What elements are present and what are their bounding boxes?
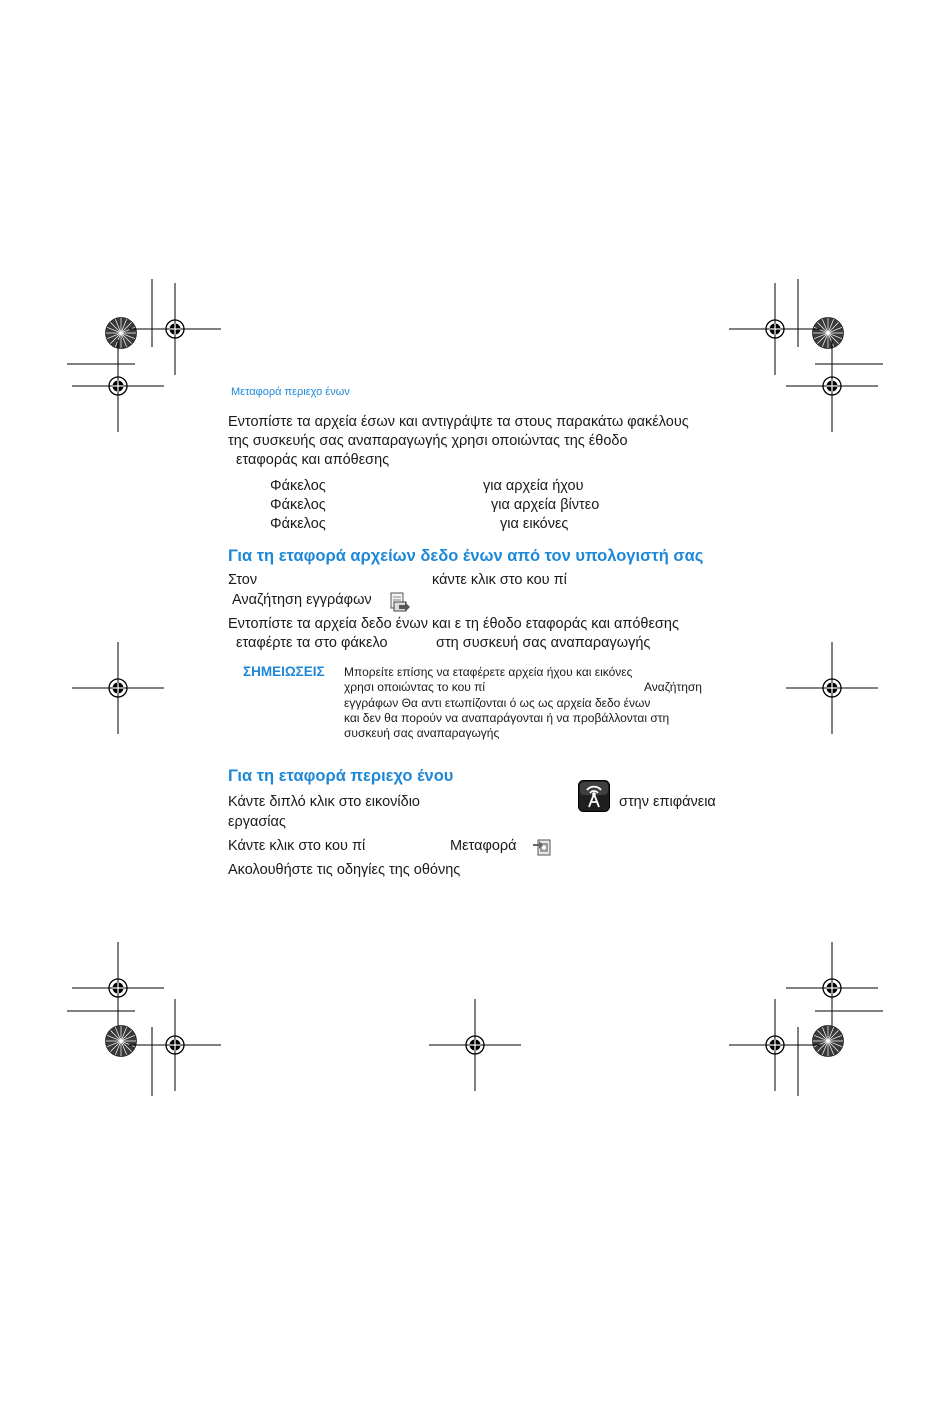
note-line: εγγράφων Θα αντι ετωπίζονται ό ως ως αρχεία δεδο ένων: [344, 696, 651, 710]
step-text: εργασίας: [228, 814, 286, 830]
note-line: χρησι οποιώντας το κου πί: [344, 680, 486, 694]
step-text: στη συσκευή σας αναπαραγωγής: [436, 635, 651, 651]
intro-line-2: της συσκευής σας αναπαραγωγής χρησι οποιώντας της έθοδο: [228, 433, 628, 449]
note-line: Αναζήτηση: [644, 680, 702, 694]
section-heading-transfer-files: Για τη εταφορά αρχείων δεδο ένων από τον υπολογιστή σας: [228, 547, 704, 565]
step-text: Εντοπίστε τα αρχεία δεδο ένων και ε τη έθοδο εταφοράς και απόθεσης: [228, 616, 679, 632]
notes-label: ΣΗΜΕΙΩΣΕΙΣ: [243, 664, 325, 679]
step-text: στην επιφάνεια: [619, 794, 716, 810]
folder-description: για αρχεία βίντεο: [491, 497, 600, 513]
folder-description: για αρχεία ήχου: [483, 478, 584, 494]
folder-description: για εικόνες: [500, 516, 569, 532]
transfer-label: Μεταφορά: [450, 838, 517, 854]
folder-label: Φάκελος: [270, 497, 326, 513]
intro-line-3: εταφοράς και απόθεσης: [236, 452, 390, 468]
running-header: Μεταφορά περιεχο ένων: [231, 386, 350, 398]
intro-line-1: Εντοπίστε τα αρχεία έσων και αντιγράψτε τα στους παρακάτω φακέλους: [228, 414, 689, 430]
step-text: Κάντε διπλό κλικ στο εικονίδιο: [228, 794, 420, 810]
step-text: Ακολουθήστε τις οδηγίες της οθόνης: [228, 862, 461, 878]
step-text: εταφέρτε τα στο φάκελο: [236, 635, 388, 651]
document-search-icon: [388, 591, 412, 615]
app-shortcut-icon: [578, 780, 610, 812]
transfer-icon: [531, 836, 553, 858]
note-line: συσκευή σας αναπαραγωγής: [344, 726, 500, 740]
step-text: κάντε κλικ στο κου πί: [432, 572, 567, 588]
step-text: Κάντε κλικ στο κου πί: [228, 838, 366, 854]
note-line: και δεν θα πορούν να αναπαράγονται ή να προβάλλονται στη: [344, 711, 670, 725]
note-line: Μπορείτε επίσης να εταφέρετε αρχεία ήχου και εικόνες: [344, 665, 633, 679]
folder-label: Φάκελος: [270, 516, 326, 532]
section-heading-transfer-content: Για τη εταφορά περιεχο ένου: [228, 767, 454, 785]
documents-search-label: Αναζήτηση εγγράφων: [232, 592, 372, 608]
step-text: Στον: [228, 572, 258, 588]
folder-label: Φάκελος: [270, 478, 326, 494]
